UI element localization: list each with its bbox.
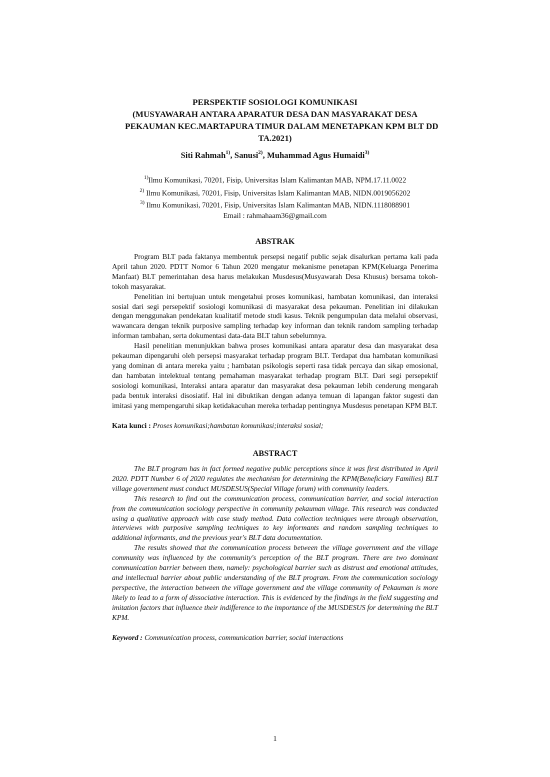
author-name: Sanusi	[234, 150, 259, 160]
author-sup: 1)	[225, 150, 231, 156]
affiliation-line: $^{1)}$Ilmu Komunikasi, 70201, Fisip, Universitas Islam Kalimantan MAB, NPM.17.11.0022	[143, 175, 407, 185]
author-list: Siti Rahmah$^{1)}$, Sanusi$^{2)}$, Muhammad Agus Humaidi$^{3)}$	[180, 150, 370, 160]
kata-kunci	[112, 421, 438, 430]
paper-title	[125, 96, 439, 144]
abstrak-heading: ABSTRAK	[255, 237, 295, 246]
title-line: PEKAUMAN KEC.MARTAPURA TIMUR DALAM MENETAPKAN KPM BLT DD	[125, 121, 439, 131]
keyword-label: Kata kunci :	[112, 421, 151, 430]
title-line: TA.2021)	[258, 133, 292, 143]
affiliations	[0, 173, 550, 221]
keyword-label: Keyword :	[112, 633, 143, 642]
author-sup: 2)	[258, 150, 263, 156]
abstrak-paragraph: Program BLT pada faktanya membentuk persepsi negatif public sejak disalurkan pertama kali pada April tahun 2020. PDTT Nomor 6 Tahun 2020 mengatur mekanisme penetapan KPM(Keluarga Penerima Manfaat) BLT pemerintahan desa harus melakukan Musdesus(Musyawarah Desa Khusus) bersama tokoh-tokoh masyarakat.	[112, 252, 438, 291]
abstrak-paragraph: Penelitian ini bertujuan untuk mengetahui proses komunikasi, hambatan komunikasi, dan interaksi sosial dari segi persepektif sosiologi komunikasi di masyarakat desa pekauman. Penelitian ini dilakukan dengan menggunakan pendekatan kualitatif metode studi kasus. Teknik pengumpulan data melalui observasi, wawancara dengan teknik purposive sampling terhadap key informan dan teknik random sampling terhadap informan tambahan, serta dokumentasi data-data BLT tahun sebelumnya.	[112, 291, 438, 341]
keyword-list: Proses komunikasi;hambatan komunikasi;interaksi sosial;	[152, 421, 324, 430]
title-line: PERSPEKTIF SOSIOLOGI KOMUNIKASI	[192, 97, 358, 107]
title-line: (MUSYAWARAH ANTARA APARATUR DESA DAN MASYARAKAT DESA	[132, 109, 418, 119]
keyword-line	[112, 633, 438, 642]
abstract-paragraph: This research to find out the communication process, communication barrier, and social interaction from the communication sociology perspective in community pekauman village. This research was conducted using a qualitative approach with case study method. Data collection techniques were through observation, interviews with purposive sampling techniques to key informants and random sampling techniques to additional informants, and the previous year's BLT data documentation.	[112, 493, 438, 543]
email-line: Email : rahmahaam36@gmail.com	[223, 211, 327, 221]
author-name: Siti Rahmah	[180, 150, 226, 160]
affiliation-line: $^{2)}$ Ilmu Komunikasi, 70201, Fisip, Universitas Islam Kalimantan MAB, NIDN.0019056202	[139, 187, 411, 198]
abstract-heading: ABSTRACT	[252, 449, 298, 458]
affiliation-line: $^{3)}$ Ilmu Komunikasi, 70201, Fisip, Universitas Islam Kalimantan MAB, NIDN.1118088901	[139, 200, 411, 210]
abstract-paragraph: The BLT program has in fact formed negative public perceptions since it was first distributed in April 2020. PDTT Number 6 of 2020 regulates the mechanism for determining the KPM(Beneficiary Families) BLT village government must conduct MUSDESUS(Special Village forum) with community leaders.	[112, 464, 438, 493]
abstract-paragraph: The results showed that the communication process between the village government and the village community was influenced by the community's perception of the BLT program. There are two dominant communication barrier between them, namely: psychological barrier such as distrust and emotional attitudes, and intellectual barrier about public understanding of the BLT program. From the communication sociology perspective, the interaction between the village government and the village community of Pekauman is more likely to lead to a form of dissociative interaction. This is evidenced by the findings in the field suggesting and imitation factors that influence their indifference to the importance of the MUSDESUS for determining the BLT KPM.	[112, 543, 438, 622]
author-sup: 3)	[364, 150, 370, 156]
keyword-list: Communication process, communication barrier, social interactions	[144, 633, 344, 642]
abstract-body	[112, 464, 438, 623]
abstrak-body	[112, 252, 438, 411]
author-name: Muhammad Agus Humaidi	[266, 150, 365, 160]
abstrak-paragraph: Hasil penelitian menunjukkan bahwa proses komunikasi antara aparatur desa dan masyarakat desa pekauman dipengaruhi oleh persepsi masyarakat terhadap program BLT. Terdapat dua hambatan komunikasi yang dominan di antara mereka yaitu ; hambatan psikologis seperti rasa tidak percaya dan sikap emosional, dan hambatan intelektual tentang pemahaman masyarakat terhadap program BLT. Dari segi persepektif sosiologi komunikasi, Interaksi antara aparatur dan masyarakat desa pekauman lebih cenderung mengarah pada bentuk interaksi disosiatif. Hal ini dibuktikan dengan adanya temuan di lapangan faktor sugesti dan imitasi yang mempengaruhi sikap ketidakacuhan mereka terhadap pentingnya Musdesus penetapan KPM BLT.	[112, 341, 438, 410]
page-number: 1	[273, 734, 277, 743]
